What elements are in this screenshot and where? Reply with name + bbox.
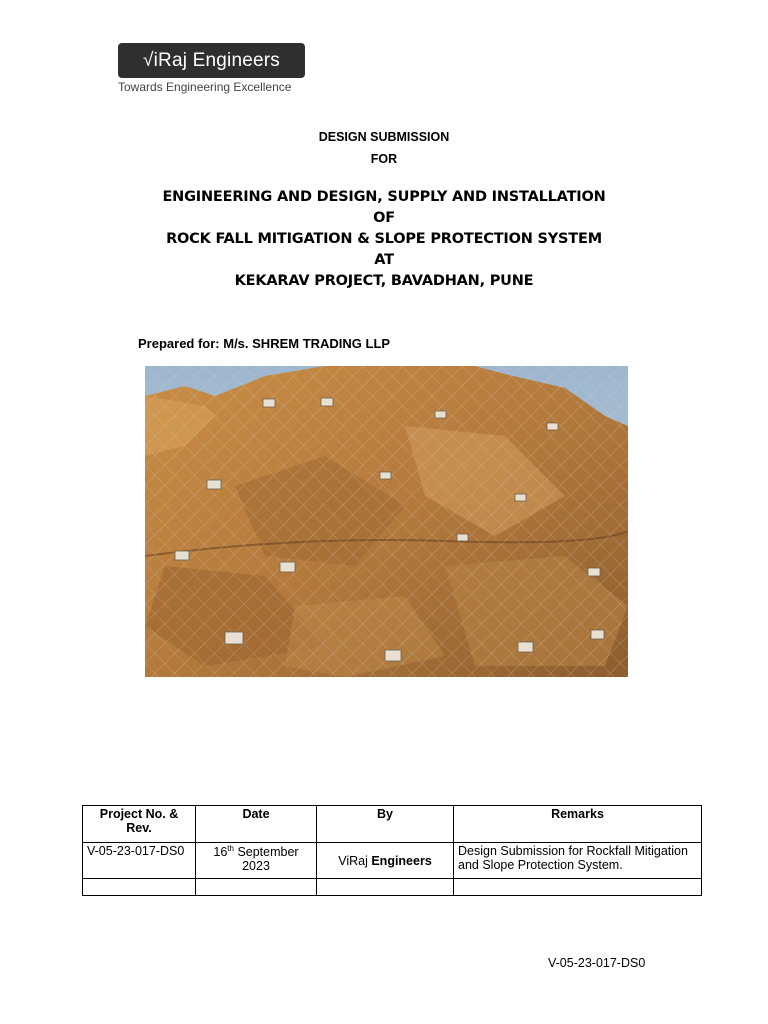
title-line-2: FOR [370, 152, 398, 166]
cell-date [196, 843, 317, 879]
date-suffix: th [227, 844, 234, 853]
title-line-1: DESIGN SUBMISSION [318, 130, 450, 144]
title-line-4: OF [373, 210, 395, 226]
company-logo [118, 43, 305, 78]
rockfall-mesh-photo [145, 366, 628, 677]
by-bold: Engineers [371, 853, 432, 868]
table-row [83, 879, 702, 896]
revision-table [82, 805, 702, 896]
document-code: V-05-23-017-DS0 [548, 956, 646, 970]
prepared-for: Prepared for: M/s. SHREM TRADING LLP [138, 336, 391, 351]
logo-tagline: Towards Engineering Excellence [118, 80, 292, 94]
logo-text: √iRaj Engineers [143, 49, 280, 71]
header-by: By [317, 806, 454, 843]
title-line-3: ENGINEERING AND DESIGN, SUPPLY AND INSTALLATION [162, 189, 606, 205]
header-date: Date [196, 806, 317, 843]
table-header-row [83, 806, 702, 843]
cell-project: V-05-23-017-DS0 [83, 843, 196, 879]
title-line-5: ROCK FALL MITIGATION & SLOPE PROTECTION SYSTEM [166, 231, 602, 247]
by-prefix: ViRaj [338, 853, 372, 868]
title-line-7: KEKARAV PROJECT, BAVADHAN, PUNE [234, 273, 534, 289]
header-remarks: Remarks [454, 806, 702, 843]
header-project: Project No. & Rev. [83, 806, 196, 843]
cell-remarks: Design Submission for Rockfall Mitigation and Slope Protection System. [454, 843, 702, 879]
cell-by [317, 843, 454, 879]
date-day: 16 [213, 845, 228, 860]
date-rest: September 2023 [233, 845, 299, 874]
title-line-6: AT [374, 252, 394, 268]
table-row [83, 843, 702, 879]
